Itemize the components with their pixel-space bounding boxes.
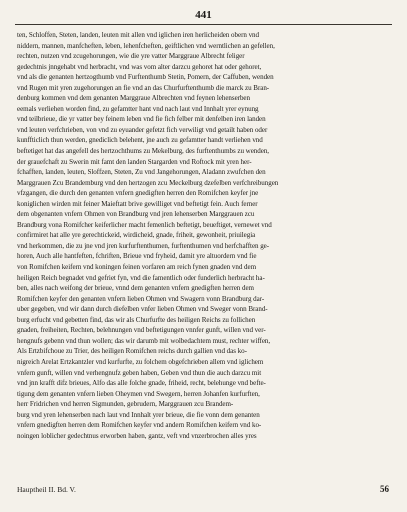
text-line: beftetiget hat das angefell des hertzochthums zu Mekelburg, des furftenthumbs zu wenden, <box>17 147 270 156</box>
text-line: burg vnd yren lehenserben nach laut vnd Innhalt yrer brieue, die fie vonn dem genanten <box>17 410 260 419</box>
footer-signature: Hauptheil II. Bd. V. <box>17 485 76 494</box>
page-number: 441 <box>195 9 212 21</box>
text-line: denburg kommen vnd dem genanten Marggraue Albrechten vnd feynen lehenserben <box>17 94 250 103</box>
text-line: Romifchen keyfer den genanten vnfern lieben Ohmen vnd Swagern vonn Brandburg dar- <box>17 294 265 303</box>
text-line: vnd Rugen mit yren zugehorungen an fie vnd an das Churfurftenthumb die marck zu Bran- <box>17 83 270 92</box>
text-line: von Romifchen keifern vnd koningen feinen vorfaren am reich fynen gnaden vnd dem <box>17 263 257 272</box>
footer-sheet-number: 56 <box>380 484 389 494</box>
text-line: vfzgangen, die durch den genanten vnfern gnedigften herren den Romifchen keyfer jne <box>17 189 259 198</box>
header-rule <box>15 24 392 25</box>
text-line: ten, Schloffen, Steten, landen, leuten mit allen vnd iglichen iren herlicheiden obern vnd <box>17 31 259 39</box>
text-line: vnd jnn krafft difz brieues, Alfo das alle folche gnade, friheid, recht, belehunge vnd befte- <box>17 379 266 388</box>
text-line: rechten, nutzen vnd zcugehorungen, wie die yre vatter Marggraue Albrecht feliger <box>17 52 245 61</box>
text-line: noingen loblicher gedechtnus erworben haben, gantz, veft vnd vnzerbrochen alles yres <box>17 431 257 440</box>
text-line: heiligen Reich begnadet vnd gefriet fyn, vnd die famentlich oder funderlich herbracht ha- <box>17 273 265 282</box>
text-line: burg erfucht vnd gebetten find, das wir als Churfurfte des heiligen Reichs zu follichen <box>17 315 256 324</box>
body-text <box>17 30 391 441</box>
text-line: confirmiret hat alle yre gerechtickeid, wirdicheid, gnade, friheit, gewonheit, priuilegia <box>17 231 256 240</box>
text-line: uber gegeben, vnd wir dann durch diefelben vnfer lieben Ohmen vnd Sweger vonn Brand- <box>17 305 268 314</box>
text-line: tigung dem genanten vnfern lieben Oheymen vnd Swegern, herren Johanfen kurfurften, <box>17 389 260 398</box>
text-line: hengnufs gebenn vnd thun wollen; das wir darumb mit wolbedachtem must, rechter wiffen, <box>17 336 271 345</box>
text-line: vnd als die genanten hertzogthumb vnd Furftenthumb Stetin, Pomern, der Caffuben, wenden <box>17 73 274 82</box>
text-line: koniglichen wirden mit feiner Maieftatt brive gewilliget vnd beftetigt fein. Auch ferner <box>17 199 258 208</box>
text-line: eemals verliehen worden find, zu gefamtter hant vnd nach laut vnd Innhalt yrer eynung <box>17 104 259 113</box>
text-line: gnaden, freiheiten, Rechten, belehnungen vnd beftetigungen vnnfer gunft, willen vnd ver- <box>17 326 266 335</box>
text-line: Als Ertzbifchoue zu Trier, des heiligen Romifchen reichs durch gallien vnd das ko- <box>17 347 247 356</box>
text-line: vnd teilbrieue, die yr vatter bey feinem leben vnd fie fich felber mit denfelben iren landen <box>17 115 266 124</box>
text-line: Marggrauen Zcu Brandemburg vnd den hertzogen zcu Meckelburg dzefelben verfchreibungen <box>17 178 279 187</box>
text-line: der grauefchaft zu Swerin mit famt den landen Stargarden vnd Roftock mit yren her- <box>17 157 252 166</box>
text-line: herr Fridrichen vnd herren Sigmunden, gebrudern, Marggrauen zcu Brandem- <box>17 400 234 409</box>
text-line: niddern, mannen, manfcheften, leben, lehenfcheften, geiftlichen vnd werntlichen an gefellen, <box>17 41 275 50</box>
text-line: vnfern gunft, willen vnd verhengnufz geben haben, Geben vnd thun die auch darzcu mit <box>17 368 262 377</box>
text-line: Brandburg vona Romifcher keiferlicher macht femenlich beftetigt, beueftiget, vernewet vnd <box>17 220 272 229</box>
text-line: gedechtnis jnngehabt vnd herbracht, vnd was vom alter darzcu gehoret hat oder gehoret, <box>17 62 262 71</box>
text-line: fchafften, landen, leuten, Sloffzen, Steten, Zu vnd Jangehorungen, Aladann zwufchen den <box>17 168 266 177</box>
text-line: vnd herkommen, die zu jne vnd jren kurfurftenthumen, furftenthumen vnd herfchafften ge- <box>17 241 270 250</box>
text-line: dem obgenanten vnfern Ohmen von Brandburg vnd jren lehenserben Marggrauen zcu <box>17 210 255 219</box>
text-line: nigreich Arelat Ertzkantzler vnd kurfurfte, zu folchem obgefchrieben allem vnd iglichem <box>17 357 264 366</box>
text-line: horen, Auch alle hantfeften, fchriften, Brieue vnd fryheid, damit yre altuordern vnd fie <box>17 252 257 261</box>
text-line: kunffticlich thun werden, gnediclich belehent, jne auch zu gefamtter handt verliehen vnd <box>17 136 263 145</box>
text-line: vnfern gnedigften herren dem Romifchen keyfer vnd andern Romifchen keifern vnd ko- <box>17 421 262 430</box>
text-line: ben, alles nach weifong der brieue, vnnd dem genanten vnfern gnedigften herren dem <box>17 284 254 293</box>
text-line: vnd leuten verfchrieben, von vnd zu eyuander gefetzt fich verwiligt vnd getailt haben oder <box>17 125 268 134</box>
